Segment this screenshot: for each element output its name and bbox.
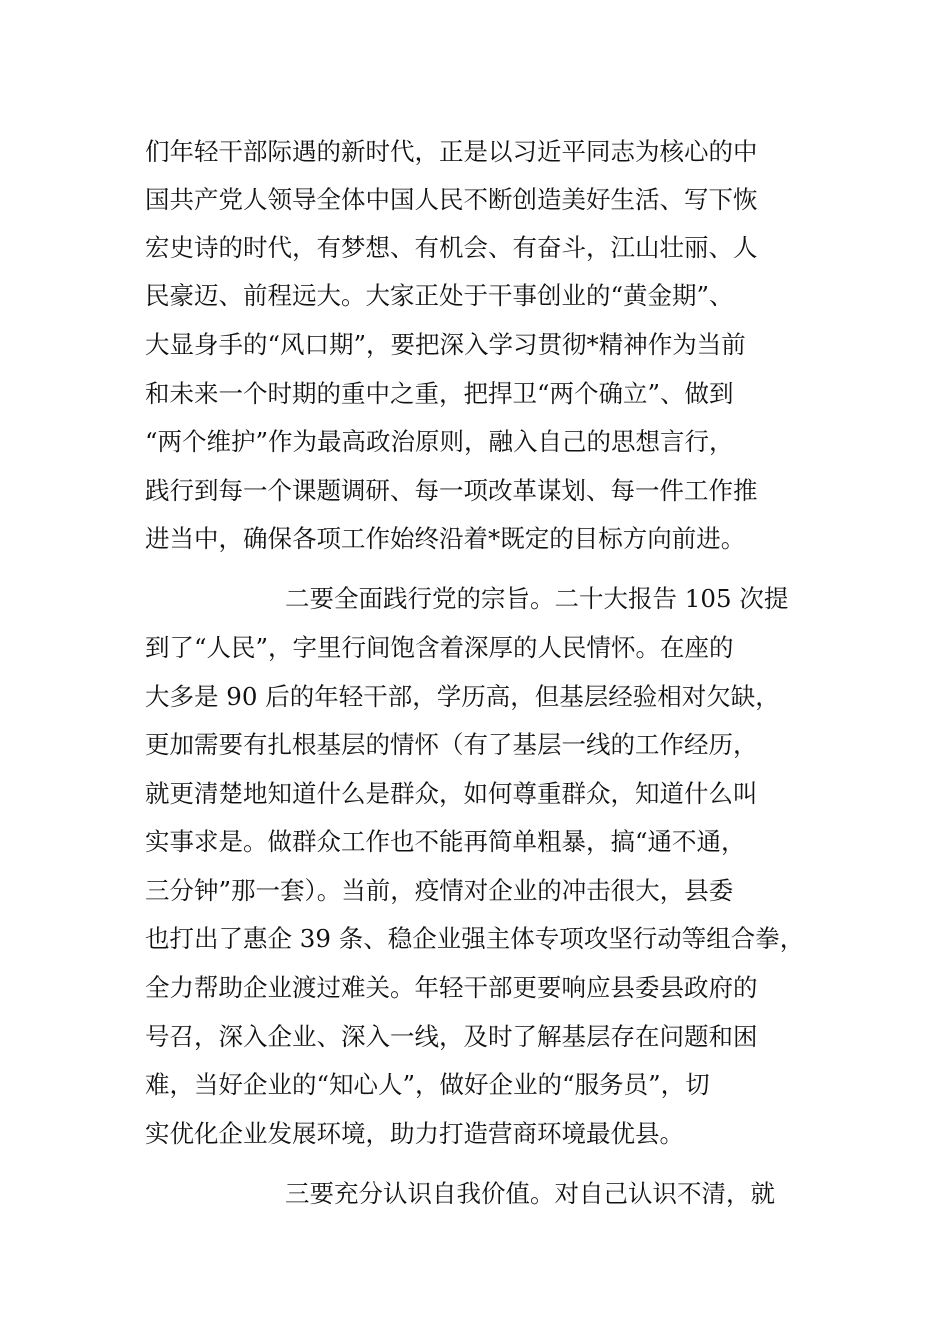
text-line: 更加需要有扎根基层的情怀（有了基层一线的工作经历， (145, 730, 758, 759)
text-line: 们年轻干部际遇的新时代，正是以习近平同志为核心的中 (145, 137, 758, 166)
text-line: 实事求是。做群众工作也不能再简单粗暴，搞“通不通， (145, 827, 746, 856)
text-line: 大显身手的“风口期”，要把深入学习贯彻*精神作为当前 (145, 330, 746, 359)
text-line: “两个维护”作为最高政治原则，融入自己的思想言行， (145, 427, 734, 456)
text-line: 全力帮助企业渡过难关。年轻干部更要响应县委县政府的 (145, 973, 758, 1002)
text-line: 难，当好企业的“知心人”，做好企业的“服务员”，切 (145, 1070, 710, 1099)
paragraph-heading: 三要充分认识自我价值。对自己认识不清，就 (285, 1179, 775, 1208)
text-line: 到了“人民”，字里行间饱含着深厚的人民情怀。在座的 (145, 633, 734, 662)
text-line: 和未来一个时期的重中之重，把捍卫“两个确立”、做到 (145, 379, 734, 408)
text-line: 也打出了惠企 39 条、稳企业强主体专项攻坚行动等组合拳， (145, 924, 805, 953)
text-line: 进当中，确保各项工作始终沿着*既定的目标方向前进。 (145, 524, 746, 553)
text-line: 宏史诗的时代，有梦想、有机会、有奋斗，江山壮丽、人 (145, 233, 758, 262)
text-line: 实优化企业发展环境，助力打造营商环境最优县。 (145, 1119, 684, 1148)
paragraph-heading: 二要全面践行党的宗旨。二十大报告 105 次提 (285, 584, 789, 613)
text-line: 三分钟”那一套）。当前，疫情对企业的冲击很大，县委 (145, 876, 734, 905)
text-line: 民豪迈、前程远大。大家正处于干事创业的“黄金期”、 (145, 281, 734, 310)
text-line: 大多是 90 后的年轻干部，学历高，但基层经验相对欠缺， (145, 682, 780, 711)
text-line: 国共产党人领导全体中国人民不断创造美好生活、写下恢 (145, 185, 758, 214)
text-line: 号召，深入企业、深入一线，及时了解基层存在问题和困 (145, 1022, 758, 1051)
text-line: 践行到每一个课题调研、每一项改革谋划、每一件工作推 (145, 476, 758, 505)
text-line: 就更清楚地知道什么是群众，如何尊重群众，知道什么叫 (145, 779, 758, 808)
